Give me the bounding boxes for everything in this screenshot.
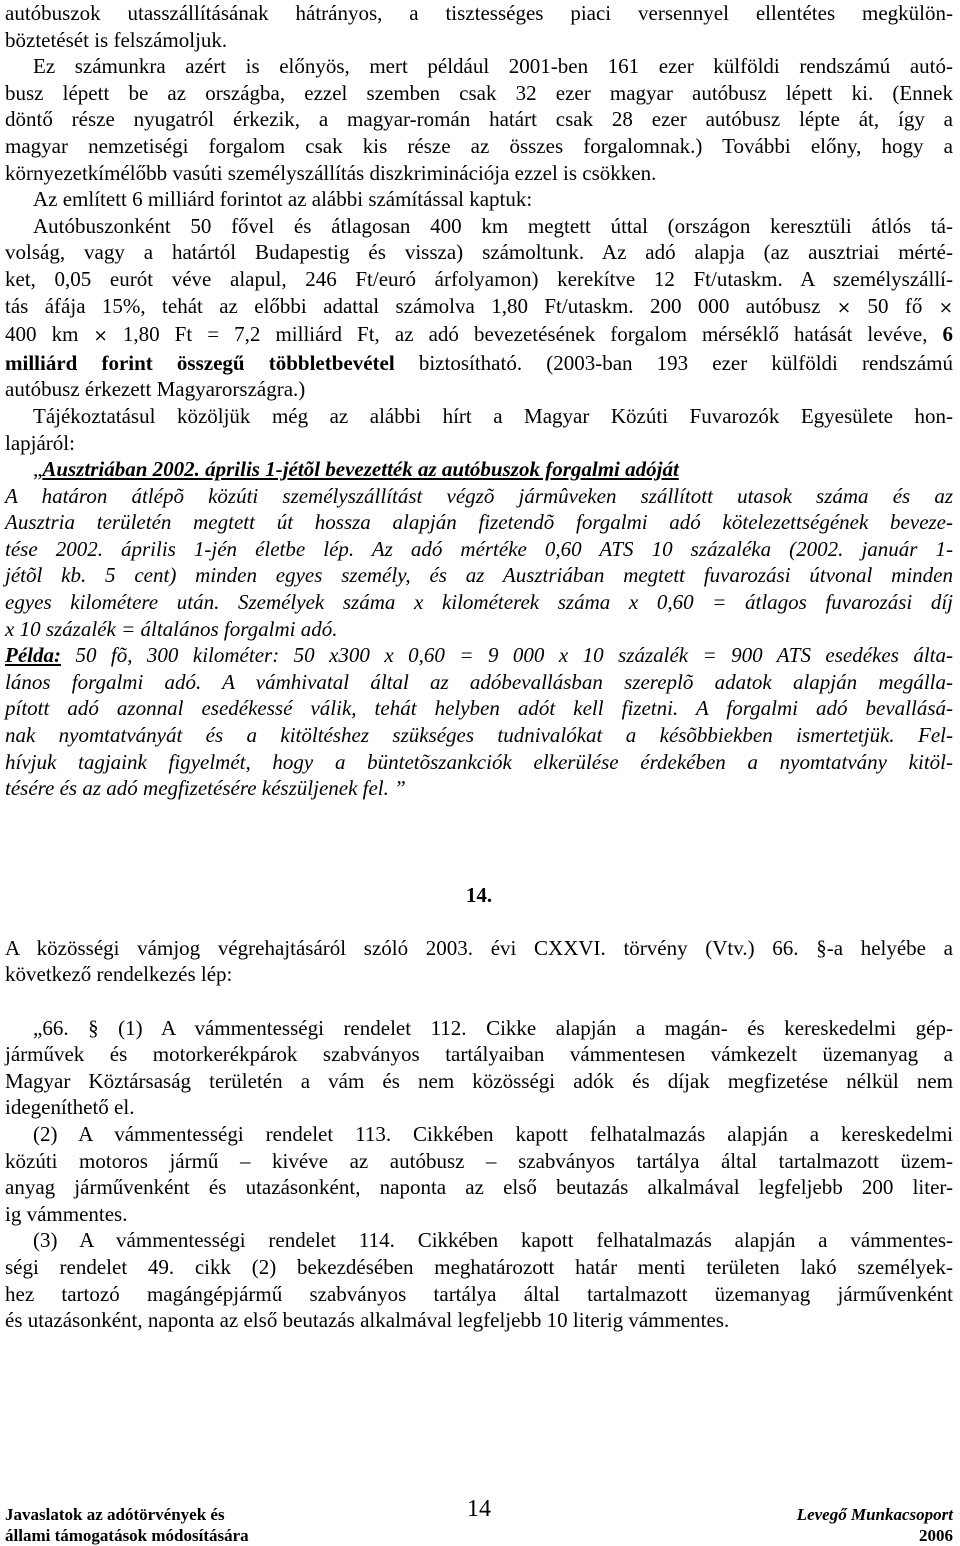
text-line: jétõl kb. 5 cent) minden egyes személy, és az Ausztriában megtett fuvarozási útvonal minden [5,563,953,588]
text-line: Az említett 6 milliárd forintot az alábbi számítással kaptuk: [33,187,533,212]
text-line: Autóbuszonként 50 fővel és átlagosan 400 km megtett úttal (országon keresztüli átlós tá- [33,213,953,238]
text-line: környezetkímélőbb vasúti személyszállítás diszkriminációja ezzel is csökken. [5,160,657,185]
text-line: nak nyomtatványát és a kitöltéshez szükséges tudnivalókat a késõbbiekben ismertetjük. Fel- [5,723,953,748]
bold-run: 6 [942,322,954,347]
text-line [5,350,953,377]
quote-title [5,456,953,483]
text-line: tése 2002. április 1-jén életbe lép. Az adó mértéke 0,60 ATS 10 százaléka (2002. január 1- [5,536,953,561]
text-line: tésére és az adó megfizetésére készüljenek fel. ” [5,776,406,801]
text-line: lapjáról: [5,430,75,455]
text-line: ségi rendelet 49. cikk (2) bekezdésében meghatározott határ menti területen lakó személyek- [5,1254,953,1279]
spacer [5,988,953,1015]
footer-right [797,1504,953,1546]
page-footer [5,1494,953,1545]
text-line: autóbuszok utasszállításának hátrányos, a tisztességes piaci versennyel ellentétes megkülön- [5,1,953,25]
text-line: autóbusz érkezett Magyarországra.) [5,377,306,402]
text-line: x 10 százalék = általános forgalmi adó. [5,616,338,641]
spacer [5,828,953,855]
bold-run: milliárd forint összegű többletbevétel [5,350,395,375]
text-line: hívjuk tagjaink figyelmét, hogy a büntetõszankciók elkerülése érdekében a nyomtatvány kitöl- [5,749,953,774]
text-line: magyar nemzetiségi forgalom csak kis része az összes forgalomnak.) További előny, hogy a [5,133,953,158]
text-line: Ez számunkra azért is előnyös, mert például 2001-ben 161 ezer külföldi rendszámú autó- [33,54,953,79]
footer-left-line: állami támogatások módosítására [5,1526,249,1545]
text-run: 400 km [5,322,79,347]
spacer [5,908,953,935]
text-line: hez tartozó magángépjármű szabványos tartálya által tartalmazott üzemanyag járművenként [5,1281,953,1306]
text-line: egyes kilométere után. Személyek száma x kilométerek száma x 0,60 = átlagos fuvarozási díj [5,590,953,615]
text-run: 1,80 Ft = 7,2 milliárd Ft, az adó bevezetésének forgalom mérséklő hatását levéve, [122,322,928,347]
spacer [5,855,953,882]
text-line: (2) A vámmentességi rendelet 113. Cikkében kapott felhatalmazás alapján a kereskedelmi [33,1121,953,1146]
document-body [5,0,953,1334]
text-line: anyag járművenként és utazásonként, naponta az első beutazás alkalmával legfeljebb 200 liter- [5,1175,953,1200]
text-line: és utazásonként, naponta az első beutazás alkalmával legfeljebb 10 literig vámmentes. [5,1308,730,1333]
text-line: lános forgalmi adó. A vámhivatal által az adóbevallásban szereplõ adatok alapján megálla- [5,669,953,694]
text-line: ket, 0,05 eurót véve alapul, 246 Ft/euró árfolyamon) kerekítve 12 Ft/utaskm. A személyszállí- [5,266,953,291]
text-line: következő rendelkezés lép: [5,962,233,987]
text-line: pított adó azonnal esedékessé válik, tehát helyben adót kell fizetni. A forgalmi adó bevallásá- [5,696,953,721]
text-line: „66. § (1) A vámmentességi rendelet 112. Cikke alapján a magán- és kereskedelmi gép- [33,1015,953,1040]
text-line [5,293,953,322]
opening-quote: „ [33,457,43,482]
text-line: A közösségi vámjog végrehajtásáról szóló 2003. évi CXXVI. törvény (Vtv.) 66. §-a helyébe a [5,935,953,960]
text-line: járművek és motorkerékpárok szabványos tartályaiban vámmentesen vámkezelt üzemanyag a [5,1042,953,1067]
text-line [5,642,953,669]
text-run: tás áfája 15%, tehát az előbbi adattal számolva 1,80 Ft/utaskm. 200 000 autóbusz [5,293,821,318]
text-run: biztosítható. (2003-ban 193 ezer külföldi rendszámú [394,350,953,375]
page-number: 14 [467,1496,491,1522]
text-line: böztetését is felszámoljuk. [5,27,228,52]
text-run: 50 fõ, 300 kilométer: 50 x300 x 0,60 = 9 000 x 10 százalék = 900 ATS esedékes álta- [60,643,953,668]
section-number: 14. [465,882,493,907]
example-label: Példa: [5,643,61,668]
text-line: (3) A vámmentességi rendelet 114. Cikkében kapott felhatalmazás alapján a vámmentes- [33,1228,953,1253]
text-line: döntő része nyugatról érkezik, a magyar-román határt csak 28 ezer autóbusz lépte át, így a [5,107,953,132]
text-line: A határon átlépõ közúti személyszállítást végzõ jármûveken szállított utasok száma és az [5,483,953,508]
text-run: 50 fő [867,293,923,318]
multiply-icon: × [938,297,954,318]
text-line: Ausztria területén megtett út hossza alapján fizetendõ forgalmi adó kötelezettségének beveze- [5,510,953,535]
quote-title-text: Ausztriában 2002. április 1-jétõl bevezették az autóbuszok forgalmi adóját [42,457,679,482]
text-line [5,321,953,350]
text-line: volság, vagy a határtól Budapestig és vissza) számoltunk. Az adó alapja (az ausztriai mérté- [5,240,953,265]
multiply-icon: × [93,326,108,347]
text-line: Magyar Köztársaság területén a vám és nem közösségi adók és díjak megfizetése nélkül nem [5,1068,953,1093]
text-line: idegeníthető el. [5,1095,135,1120]
spacer [5,802,953,829]
text-line: ig vámmentes. [5,1201,128,1226]
text-line: busz lépett be az országba, ezzel szemben csak 32 ezer magyar autóbusz lépett ki. (Ennek [5,80,953,105]
footer-left-line: Javaslatok az adótörvények és [5,1505,225,1524]
text-line: közúti motoros jármű – kivéve az autóbusz – szabványos tartálya által tartalmazott üzem- [5,1148,953,1173]
text-line: Tájékoztatásul közöljük még az alábbi hírt a Magyar Közúti Fuvarozók Egyesülete hon- [33,403,953,428]
footer-year: 2006 [919,1526,953,1545]
multiply-icon: × [836,297,852,318]
footer-organization: Levegő Munkacsoport [796,1505,953,1524]
